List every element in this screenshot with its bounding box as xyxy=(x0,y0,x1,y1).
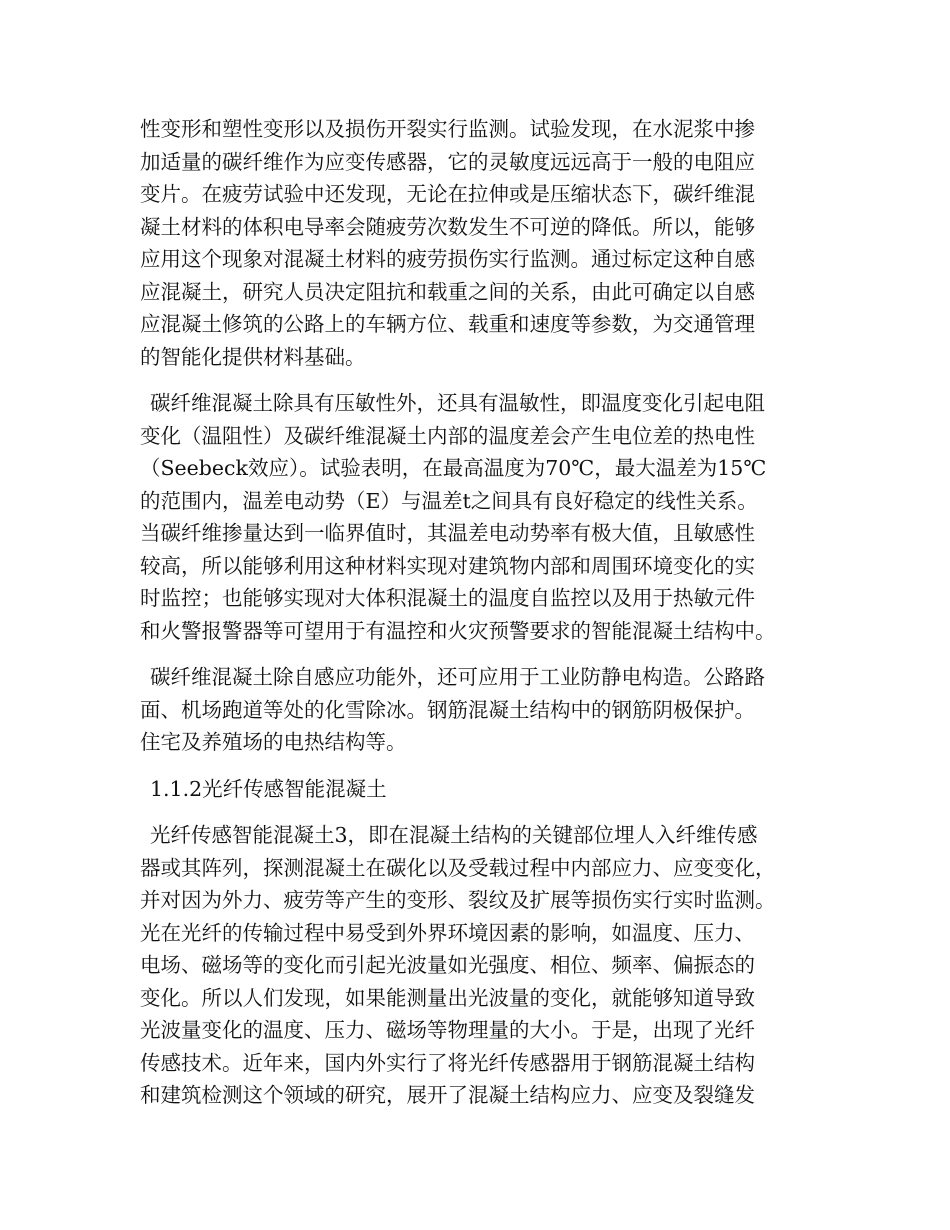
text-line: 性变形和塑性变形以及损伤开裂实行监测。试验发现，在水泥浆中掺 xyxy=(140,117,755,141)
text-line: 并对因为外力、疲劳等产生的变形、裂纹及扩展等损伤实行实时监测。 xyxy=(140,888,776,912)
text-line: 凝土材料的体积电导率会随疲劳次数发生不可逆的降低。所以，能够 xyxy=(140,214,755,239)
text-line: 光波量变化的温度、压力、磁场等物理量的大小。于是，出现了光纤 xyxy=(140,1018,755,1042)
text-line: 电场、磁场等的变化而引起光波量如光强度、相位、频率、偏振态的 xyxy=(140,953,755,977)
text-line: 器或其阵列，探测混凝土在碳化以及受载过程中内部应力、应变变化， xyxy=(140,855,776,880)
text-line: 应用这个现象对混凝土材料的疲劳损伤实行监测。通过标定这种自感 xyxy=(140,247,755,271)
text-line: 变化。所以人们发现，如果能测量出光波量的变化，就能够知道导致 xyxy=(140,985,755,1010)
text-line: 传感技术。近年来，国内外实行了将光纤传感器用于钢筋混凝土结构 xyxy=(140,1050,755,1075)
text-line: 的智能化提供材料基础。 xyxy=(140,344,366,369)
text-line: 变片。在疲劳试验中还发现，无论在拉伸或是压缩状态下，碳纤维混 xyxy=(140,182,755,206)
paragraph-2 xyxy=(140,387,805,647)
text-line: 面、机场跑道等处的化雪除冰。钢筋混凝土结构中的钢筋阴极保护。 xyxy=(140,697,755,722)
paragraph-4 xyxy=(140,819,805,1112)
text-line: 光在光纤的传输过程中易受到外界环境因素的影响，如温度、压力、 xyxy=(140,920,755,945)
text-line: 应混凝土修筑的公路上的车辆方位、载重和速度等参数，为交通管理 xyxy=(140,312,755,336)
text-line: 碳纤维混凝土除自感应功能外，还可应用于工业防静电构造。公路路 xyxy=(150,665,765,689)
paragraph-1 xyxy=(140,113,805,373)
text-line: 较高，所以能够利用这种材料实现对建筑物内部和周围环境变化的实 xyxy=(140,553,755,578)
text-line: 光纤传感智能混凝土3，即在混凝土结构的关键部位埋人入纤维传感 xyxy=(150,823,758,847)
text-line: 和火警报警器等可望用于有温控和火灾预警要求的智能混凝土结构中。 xyxy=(140,618,776,643)
section-heading: 1.1.2光纤传感智能混凝土 xyxy=(150,776,387,801)
text-line: 碳纤维混凝土除具有压敏性外，还具有温敏性，即温度变化引起电阻 xyxy=(150,391,765,415)
document-page xyxy=(140,113,805,1126)
text-line: 变化（温阻性）及碳纤维混凝土内部的温度差会产生电位差的热电性 xyxy=(140,423,755,448)
text-line: 的范围内，温差电动势（E）与温差t之间具有良好稳定的线性关系。 xyxy=(140,488,758,513)
text-line: （Seebeck效应）。试验表明，在最高温度为70℃，最大温差为15℃ xyxy=(140,456,767,480)
text-line: 应混凝土，研究人员决定阻抗和载重之间的关系，由此可确定以自感 xyxy=(140,279,755,304)
text-line: 加适量的碳纤维作为应变传感器，它的灵敏度远远高于一般的电阻应 xyxy=(140,149,755,174)
paragraph-3 xyxy=(140,661,805,759)
text-line: 时监控；也能够实现对大体积混凝土的温度自监控以及用于热敏元件 xyxy=(140,586,755,610)
text-line: 当碳纤维掺量达到一临界值时，其温差电动势率有极大值，且敏感性 xyxy=(140,521,755,545)
text-line: 和建筑检测这个领域的研究，展开了混凝土结构应力、应变及裂缝发 xyxy=(140,1083,755,1107)
text-line: 住宅及养殖场的电热结构等。 xyxy=(140,730,407,754)
